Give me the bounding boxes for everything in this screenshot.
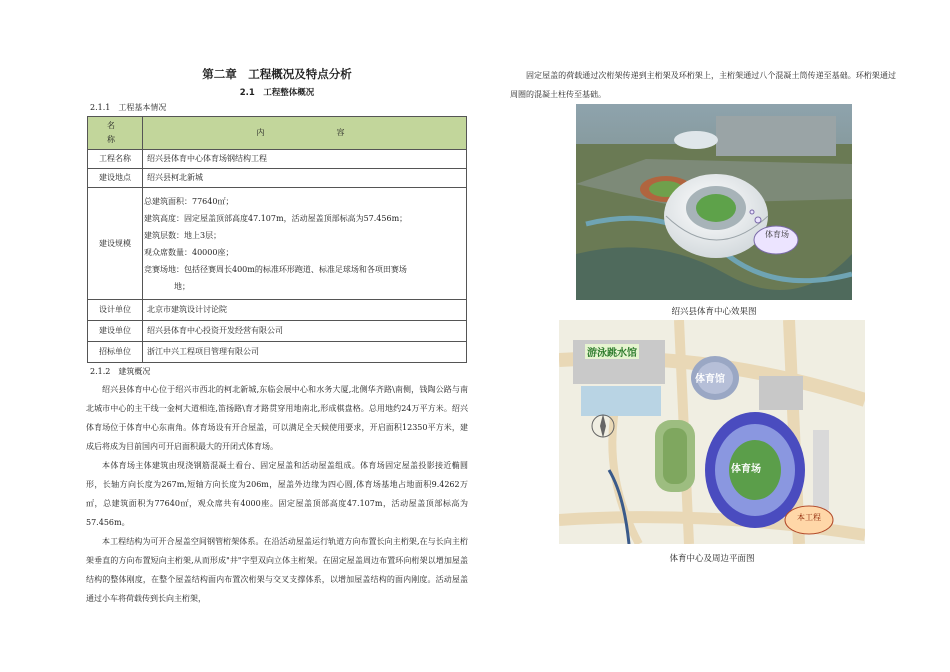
scale-line: 观众席数量：40000座； <box>144 247 234 257</box>
paragraph-continued: 固定屋盖的荷载通过次桁架传递到主桁架及环桁架上，主桁架通过八个混凝土筒传递至基础。环桁架通过周圈的混凝土柱传至基础。 <box>510 71 896 99</box>
stadium-rendering-image <box>576 104 852 300</box>
row-label: 建设地点 <box>88 169 143 188</box>
table-row <box>88 300 467 321</box>
natatorium-label: 游泳跳水馆 <box>585 344 639 359</box>
row-value: 绍兴县柯北新城 <box>143 169 467 188</box>
row-label: 建设规模 <box>88 188 143 300</box>
gym-label: 体育馆 <box>695 374 725 385</box>
paragraph: 本体育场主体建筑由现浇钢筋混凝土看台、固定屋盖和活动屋盖组成。体育场固定屋盖投影接近椭圆形，长轴方向长度为267m,短轴方向长度为206m，屋盖外边缘为四心圆,体育场基地占地面积9.4262万㎡，总建筑面积为77640㎡，观众席共有4000座。固定屋盖顶部高度47.107m，活动屋盖顶部标高为57.456m。 <box>86 461 468 527</box>
table-row <box>88 188 467 300</box>
figure-caption-rendering: 绍兴县体育中心效果图 <box>671 307 757 317</box>
scale-line: 地； <box>174 281 190 291</box>
table-header-row <box>88 117 467 150</box>
right-column <box>510 66 896 104</box>
row-label: 工程名称 <box>88 150 143 169</box>
subsection-heading-basic: 2.1.1 工程基本情况 <box>90 103 167 112</box>
table-row <box>88 321 467 342</box>
paragraph: 绍兴县体育中心位于绍兴市西北的柯北新城,东临会展中心和水务大厦,北侧华齐路\南侧，钱陶公路与南北城市中心的主干线一金柯大道相连,笛扬路\育才路贯穿用地南北,形成棋盘格。总用地约24万平方米。绍兴体育场位于体育中心东南角。体育场设有开合屋盖，可以满足全天候使用要求，开启面积12350平方米，建成后将成为目前国内可开启面积最大的开闭式体育场。 <box>86 385 468 451</box>
row-label: 招标单位 <box>88 342 143 363</box>
row-value: 绍兴县体育中心投资开发经营有限公司 <box>143 321 467 342</box>
header-name: 名 称 <box>88 117 143 150</box>
stadium-bubble-label: 体育场 <box>765 230 789 239</box>
figure-caption-site-plan: 体育中心及周边平面图 <box>669 554 755 564</box>
row-label: 建设单位 <box>88 321 143 342</box>
row-value: 绍兴县体育中心体育场钢结构工程 <box>143 150 467 169</box>
scale-line: 建筑高度：固定屋盖顶部高度47.107m，活动屋盖顶部标高为57.456m； <box>144 213 408 223</box>
stadium-label: 体育场 <box>731 464 761 475</box>
subsection-heading-building: 2.1.2 建筑概况 <box>90 367 151 376</box>
chapter-title: 第二章 工程概况及特点分析 <box>202 67 352 81</box>
scale-line: 总建筑面积：77640㎡； <box>144 196 234 206</box>
paragraph: 本工程结构为可开合屋盖空间钢管桁架体系。在沿活动屋盖运行轨道方向布置长向主桁架,在与长向主桁架垂直的方向布置短向主桁架,从而形成"井"字型双向立体主桁架。在固定屋盖周边布置环向桁架以增加屋盖结构的整体刚度，在整个屋盖结构面内布置次桁架与交叉支撑体系，以增加屋盖结构的面内刚度。活动屋盖通过小车将荷载传到长向主桁架， <box>86 537 468 603</box>
table-row <box>88 342 467 363</box>
row-value: 浙江中兴工程项目管理有限公司 <box>143 342 467 363</box>
site-marker-label: 本工程 <box>797 513 821 522</box>
row-value: 北京市建筑设计讨论院 <box>143 300 467 321</box>
header-content: 内 容 <box>143 117 467 150</box>
row-value-scale <box>143 188 467 300</box>
table-row <box>88 169 467 188</box>
scale-line: 竞赛场地：包括径赛周长400m的标准环形跑道、标准足球场和各项田赛场 <box>144 264 407 274</box>
table-row <box>88 150 467 169</box>
row-label: 设计单位 <box>88 300 143 321</box>
left-column <box>86 66 468 608</box>
project-info-table <box>87 116 467 363</box>
site-plan-image <box>559 320 865 544</box>
scale-line: 建筑层数：地上3层； <box>144 230 222 240</box>
section-title: 2.1 工程整体概况 <box>239 88 315 98</box>
